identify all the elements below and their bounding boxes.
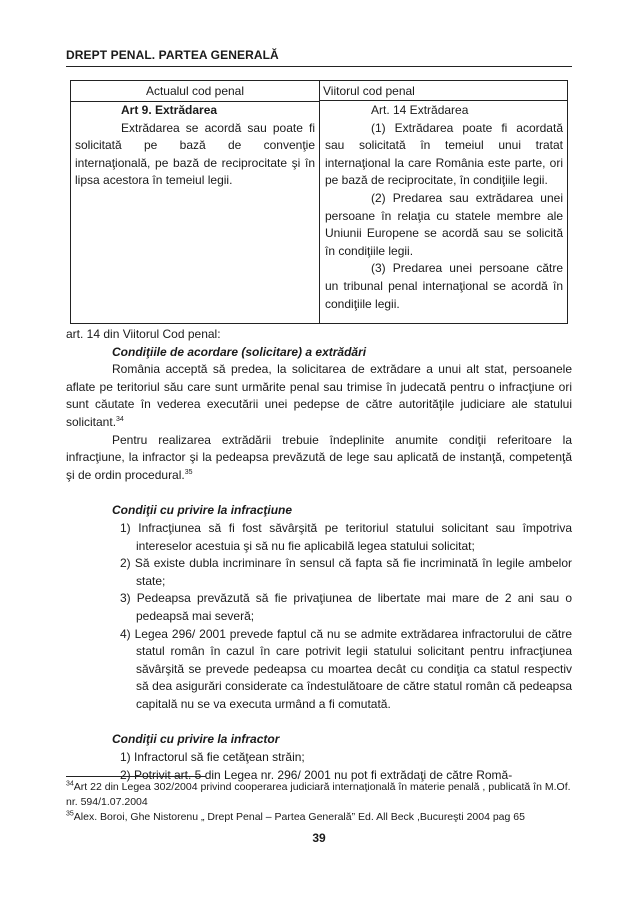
article-14-paragraph-3: (3) Predarea unei persoane către un tribunal penal internaţional se acordă în condiţiile legii. bbox=[325, 261, 563, 311]
list-item: 4) Legea 296/ 2001 prevede faptul că nu se admite extrădarea infractorului de către statul român în cazul în care potrivit legii statului solicitant pentru infracţiunea săvârşită se prevede pedeapsa cu moartea decât cu condiţia ca statul respectiv să dea asigurări considerate ca îndestulătoare de către statul român că pedeapsa capitală nu se va executa urmând a fi comutată. bbox=[120, 626, 572, 711]
table-cell-future-code bbox=[325, 102, 563, 313]
running-header: DREPT PENAL. PARTEA GENERALĂ bbox=[66, 48, 279, 62]
footnote-35: $^{35}$Alex. Boroi, Ghe Nistorenu „ Drept Penal – Partea Generală” Ed. All Beck ,Bucureşti 2004 pag 65 bbox=[66, 810, 525, 823]
table-column-divider bbox=[319, 81, 320, 323]
list-item: 3) Pedeapsa prevăzută să fie privaţiunea de libertate mai mare de 2 ani sau o pedeapsă mai severă; bbox=[120, 591, 572, 623]
main-body bbox=[66, 326, 572, 784]
footnote-34: $^{34}$Art 22 din Legea 302/2004 privind cooperarea judiciară internaţională în materie penală , publicată în M.Of. nr. 594/1.07.2004 bbox=[66, 780, 571, 808]
list-item: 2) Potrivit art. 5 din Legea nr. 296/ 2001 nu pot fi extrădaţi de către Romă- bbox=[120, 767, 513, 782]
section-heading-conditions: Condiţiile de acordare (solicitare) a extrădări bbox=[112, 344, 367, 359]
section-heading-offence: Condiţii cu privire la infracţiune bbox=[112, 503, 293, 518]
footnotes bbox=[66, 780, 572, 825]
footnote-ref-35[interactable]: 35 bbox=[184, 468, 193, 476]
footnote-rule bbox=[66, 776, 206, 777]
list-item: 2) Să existe dubla incriminare în sensul că fapta să fie incriminată în legile ambelor state; bbox=[120, 556, 572, 588]
article-14-paragraph-2: (2) Predarea sau extrădarea unei persoane în relaţia cu statele membre ale Uniunii Europene se acordă sau se solicită în condiţiile legii. bbox=[325, 190, 563, 258]
table-cell-current-code bbox=[75, 102, 315, 190]
article-14-title: Art. 14 Extrădarea bbox=[371, 103, 469, 117]
paragraph-romania-accepts: România acceptă să predea, la solicitarea de extrădare a unui alt stat, persoanele aflate pe teritoriul său care sunt urmărite penal sau trimise în judecată pentru o infracţiune ori sunt căutate în vederea executării unei pedepse de către autorităţile judiciare ale statului solicitant.$^{34}$ bbox=[66, 362, 572, 429]
article-9-title: Art 9. Extrădarea bbox=[121, 103, 218, 117]
paragraph-extradition-conditions: Pentru realizarea extrădării trebuie îndeplinite anumite condiţii referitoare la infracţiune, la infractor şi la pedeapsa prevăzută de lege sau aplicată de instanţă, competenţă şi de ordin procedural.$^{35}$ bbox=[66, 432, 572, 482]
comparison-table bbox=[70, 80, 568, 324]
page-number: 39 bbox=[312, 831, 326, 845]
section-heading-offender: Condiţii cu privire la infractor bbox=[112, 732, 280, 747]
list-item: 1) Infracţiunea să fi fost săvârşită pe teritoriul statului solicitant sau împotriva intereselor acestuia şi să nu fie aplicabilă legea statului solicitat; bbox=[120, 520, 572, 553]
table-caption: art. 14 din Viitorul Cod penal: bbox=[66, 327, 221, 341]
article-14-paragraph-1: (1) Extrădarea poate fi acordată sau solicitată în temeiul unui tratat internaţional la care România este parte, ori pe bază de reciprocitate, în condiţiile legii. bbox=[325, 120, 563, 188]
footnote-ref-34[interactable]: 34 bbox=[116, 415, 124, 423]
table-header-future-code: Viitorul cod penal bbox=[319, 81, 567, 101]
table-header-current-code: Actualul cod penal bbox=[71, 81, 319, 102]
article-9-text: Extrădarea se acordă sau poate fi solicitată pe bază de convenţie internaţională, pe bază de reciprocitate şi în lipsa acestora în temeiul legii. bbox=[75, 120, 315, 188]
header-rule bbox=[66, 66, 572, 67]
list-item: 1) Infractorul să fie cetăţean străin; bbox=[120, 750, 305, 765]
